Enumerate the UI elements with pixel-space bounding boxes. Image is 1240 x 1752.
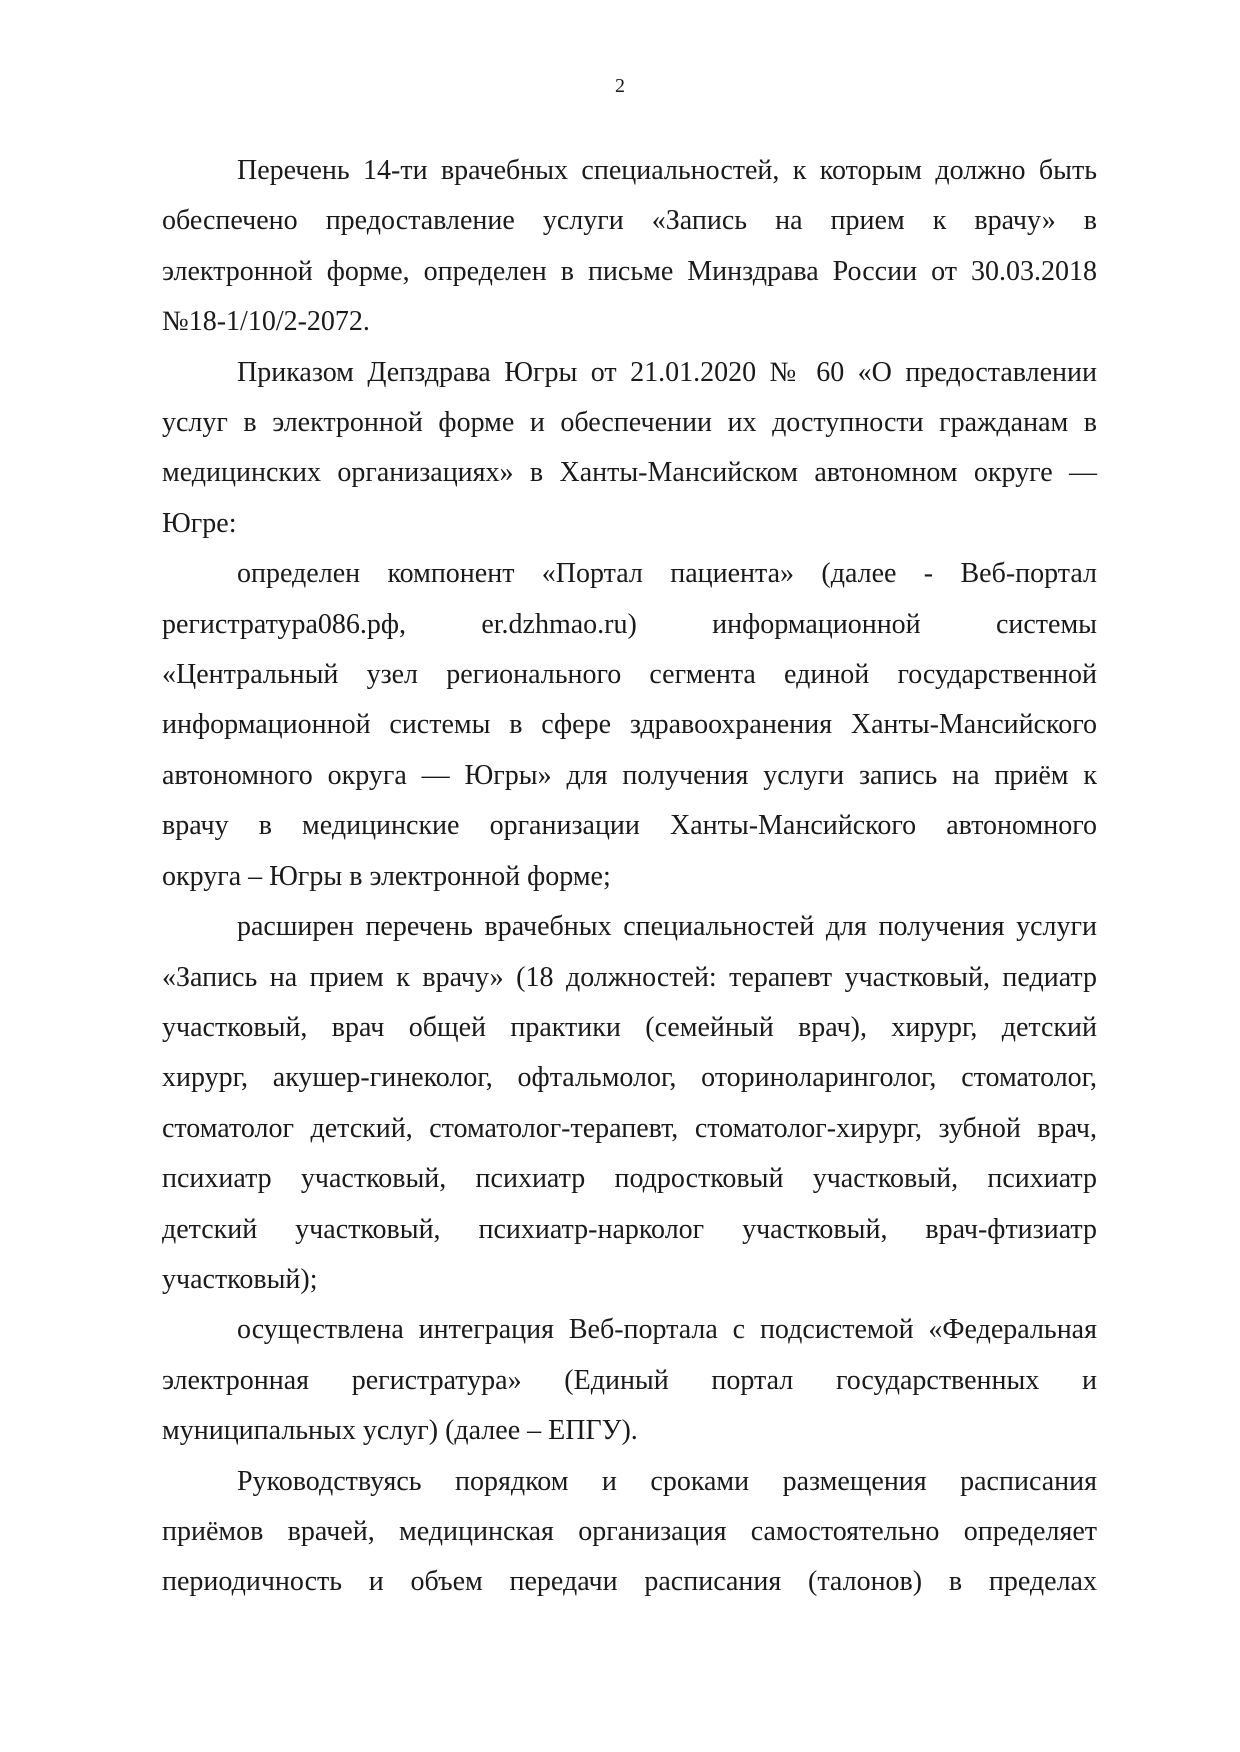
text-line: расширен перечень врачебных специальностей для получения услуги <box>237 911 1097 943</box>
paragraph-integration <box>162 1305 1097 1456</box>
text-line: №18-1/10/2-2072. <box>162 306 370 338</box>
text-line: Югре: <box>162 507 237 539</box>
text-line: приёмов врачей, медицинская организация самостоятельно определяет <box>162 1515 1097 1547</box>
text-line: врачу в медицинские организации Ханты-Мансийского автономного <box>162 810 1097 842</box>
text-line: «Запись на прием к врачу» (18 должностей: терапевт участковый, педиатр <box>162 961 1097 993</box>
paragraph-specialties-list <box>162 146 1097 348</box>
document-body <box>162 146 1097 1608</box>
text-line: Перечень 14-ти врачебных специальностей, к которым должно быть <box>237 155 1097 186</box>
text-line: осуществлена интеграция Веб-портала с подсистемой «Федеральная <box>237 1314 1097 1346</box>
text-line: детский участковый, психиатр-нарколог участковый, врач-фтизиатр <box>162 1213 1097 1245</box>
text-line: Приказом Депздрава Югры от 21.01.2020 № 60 «О предоставлении <box>237 356 1097 388</box>
paragraph-order <box>162 348 1097 550</box>
text-line: участковый, врач общей практики (семейный врач), хирург, детский <box>162 1011 1097 1043</box>
text-line: округа – Югры в электронной форме; <box>162 860 611 892</box>
text-line: стоматолог детский, стоматолог-терапевт, стоматолог-хирург, зубной врач, <box>162 1112 1097 1144</box>
text-line: хирург, акушер-гинеколог, офтальмолог, оториноларинголог, стоматолог, <box>162 1062 1097 1094</box>
text-line: регистратура086.рф, er.dzhmao.ru) информационной системы <box>162 608 1097 640</box>
text-line: медицинских организациях» в Ханты-Мансийском автономном округе — <box>162 457 1097 489</box>
text-line: электронной форме, определен в письме Минздрава России от 30.03.2018 <box>162 255 1097 287</box>
text-line: муниципальных услуг) (далее – ЕПГУ). <box>162 1415 638 1447</box>
text-line: автономного округа — Югры» для получения услуги запись на приём к <box>162 759 1097 791</box>
paragraph-expanded-specialties <box>162 902 1097 1305</box>
text-line: информационной системы в сфере здравоохранения Ханты-Мансийского <box>162 709 1097 741</box>
page-number: 2 <box>615 75 625 97</box>
text-line: услуг в электронной форме и обеспечении их доступности гражданам в <box>162 407 1097 439</box>
paragraph-schedule <box>162 1457 1097 1608</box>
text-line: участковый); <box>162 1263 318 1295</box>
text-line: электронная регистратура» (Единый портал государственных и <box>162 1364 1097 1396</box>
text-line: определен компонент «Портал пациента» (далее - Веб-портал <box>237 558 1097 590</box>
paragraph-portal-component <box>162 549 1097 902</box>
text-line: периодичность и объем передачи расписания (талонов) в пределах <box>162 1566 1097 1598</box>
text-line: Руководствуясь порядком и сроками размещения расписания <box>237 1465 1097 1497</box>
text-line: обеспечено предоставление услуги «Запись на прием к врачу» в <box>162 205 1097 237</box>
text-line: психиатр участковый, психиатр подростковый участковый, психиатр <box>162 1163 1097 1195</box>
text-line: «Центральный узел регионального сегмента единой государственной <box>162 659 1097 691</box>
